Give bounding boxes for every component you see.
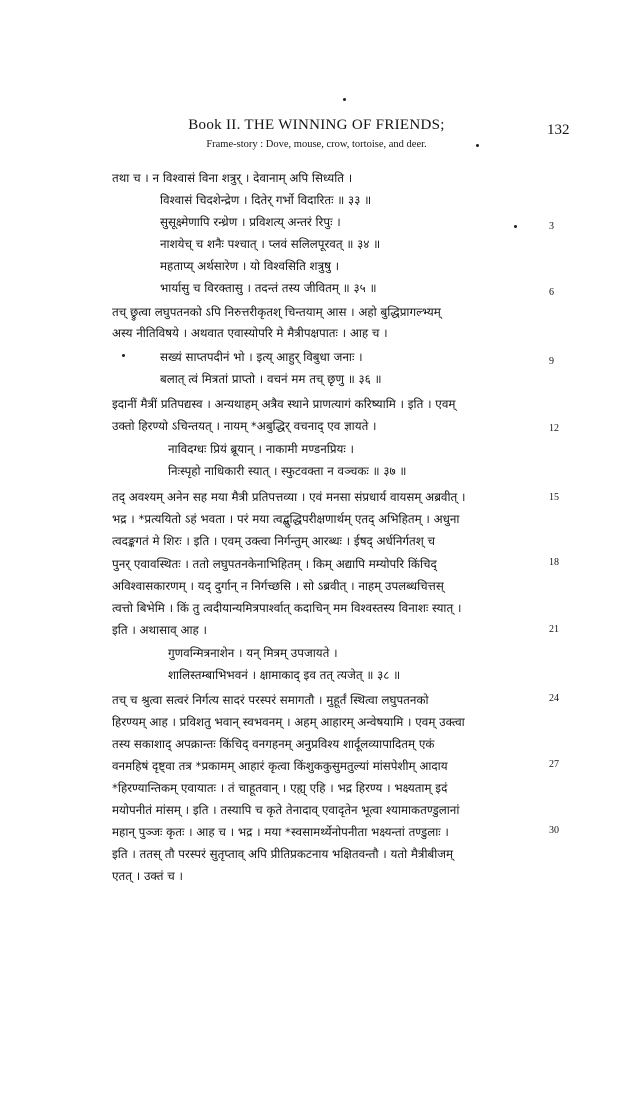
text-line-25: हिरण्यम् आह । प्रविशतु भवान् स्वभवनम् । अहम् आहारम् अन्वेषयामि । एवम् उक्त्वा — [112, 715, 465, 729]
text-line-10: बलात् त्वं मित्रतां प्राप्तो । वचनं मम तच् छृणु ॥ ३६ ॥ — [160, 372, 382, 386]
text-line-7: तच् छ्रुत्वा लघुपतनको ऽपि निरुत्तरीकृतश् चिन्तयाम् आस । अहो बुद्धिप्रागल्भ्यम् — [112, 305, 441, 319]
text-line-9: सख्यं साप्तपदीनं भो । इत्य् आहुर् विबुधा जनाः । — [160, 350, 363, 364]
margin-line-number: 30 — [549, 825, 559, 836]
text-line-32: एतत् । उक्तं च । — [112, 869, 183, 883]
text-line-8: अस्य नीतिविषये । अथवात एवास्योपरि मे मैत्रीपक्षपातः । आह च । — [112, 326, 388, 340]
margin-line-number: 21 — [549, 624, 559, 635]
frame-story-subtitle: Frame-story : Dove, mouse, crow, tortoise, and deer. — [206, 139, 427, 150]
ink-speck — [343, 98, 346, 101]
text-line-22: गुणवन्मित्रनाशेन । यन् मित्रम् उपजायते । — [168, 646, 338, 660]
margin-line-number: 24 — [549, 693, 559, 704]
margin-line-number: 15 — [549, 492, 559, 503]
ink-speck — [476, 144, 479, 147]
text-line-20: त्वत्तो बिभेमि । किं तु त्वदीयान्यमित्रपार्श्वात् कदाचिन् मम विश्वस्तस्य विनाशः स्यात् । — [112, 601, 462, 615]
page-number: 132 — [547, 122, 570, 138]
text-line-24: तच् च श्रुत्वा सत्वरं निर्गत्य सादरं परस्परं समागतौ । मुहूर्तं स्थित्वा लघुपतनको — [112, 693, 429, 707]
text-line-4: नाशयेच् च शनैः पश्चात् । प्लवं सलिलपूरवत् ॥ ३४ ॥ — [160, 237, 381, 251]
text-line-21: इति । अथासाव् आह । — [112, 623, 208, 637]
book-title: Book II. THE WINNING OF FRIENDS; — [188, 117, 445, 133]
ink-speck — [122, 354, 125, 357]
margin-line-number: 9 — [549, 356, 554, 367]
text-line-19: अविश्वासकारणम् । यद् दुर्गान् न निर्गच्छसि । सो ऽब्रवीत् । नाहम् उपलब्धचित्तस् — [112, 579, 444, 593]
text-line-5: महताप्य् अर्थसारेण । यो विश्वसिति शत्रुषु । — [160, 259, 340, 273]
text-line-14: निःस्पृहो नाधिकारी स्यात् । स्फुटवक्ता न वञ्चकः ॥ ३७ ॥ — [168, 464, 407, 478]
text-line-16: भद्र । *प्रत्ययितो ऽहं भवता । परं मया त्वद्बुद्धिपरीक्षणार्थम् एतद् अभिहितम् । अधुना — [112, 512, 460, 526]
text-line-15: तद् अवश्यम् अनेन सह मया मैत्री प्रतिपत्तव्या । एवं मनसा संप्रधार्य वायसम् अब्रवीत् । — [112, 490, 466, 504]
text-line-28: *हिरण्यान्तिकम् एवायातः । तं चाहूतवान् । एह्य् एहि । भद्र हिरण्य । भक्ष्यताम् इदं — [112, 781, 448, 795]
margin-line-number: 12 — [549, 423, 559, 434]
text-line-23: शालिस्तम्बाभिभवनं । क्षामाकाद् इव तत् त्यजेत् ॥ ३८ ॥ — [168, 668, 401, 682]
text-line-12: उक्तो हिरण्यो ऽचिन्तयत् । नायम् *अबुद्धिर् वचनाद् एव ज्ञायते । — [112, 419, 377, 433]
margin-line-number: 18 — [549, 557, 559, 568]
text-line-17: त्वदङ्कगतं मे शिरः । इति । एवम् उक्त्वा निर्गन्तुम् आरब्धः । ईषद् अर्धनिर्गतश् च — [112, 534, 436, 548]
text-line-27: वनमहिषं दृष्ट्वा तत्र *प्रकामम् आहारं कृत्वा किंशुककुसुमतुल्यां मांसपेशीम् आदाय — [112, 759, 448, 773]
text-line-18: पुनर् एवावस्थितः । ततो लघुपतनकेनाभिहितम् । किम् अद्यापि मम्योपरि किंचिद् — [112, 557, 437, 571]
text-line-13: नाविदग्धः प्रियं ब्रूयान् । नाकामी मण्डनप्रियः । — [168, 442, 355, 456]
ink-speck — [514, 225, 517, 228]
margin-line-number: 3 — [549, 221, 554, 232]
text-line-30: महान् पुञ्जः कृतः । आह च । भद्र । मया *स्वसामर्थ्येनोपनीता भक्ष्यन्तां तण्डुलाः । — [112, 825, 449, 839]
text-line-2: विश्वासं चिदशेन्द्रेण । दितेर् गर्भो विदारितः ॥ ३३ ॥ — [160, 193, 372, 207]
text-line-6: भार्यासु च विरक्तासु । तदन्तं तस्य जीवितम् ॥ ३५ ॥ — [160, 281, 377, 295]
text-line-26: तस्य सकाशाद् अपक्रान्तः किंचिद् वनगहनम् अनुप्रविश्य शार्दूलव्यापादितम् एकं — [112, 737, 435, 751]
text-line-3: सुसूक्ष्मेणापि रन्ध्रेण । प्रविशत्य् अन्तरं रिपुः । — [160, 215, 341, 229]
text-line-11: इदानीं मैत्रीं प्रतिपद्यस्व । अन्यथाहम् अत्रैव स्थाने प्राणत्यागं करिष्यामि । इति । एवम् — [112, 397, 456, 411]
page-header — [0, 114, 633, 134]
text-line-29: मयोपनीतं मांसम् । इति । तस्यापि च कृते तेनादाव् एवादृतेन भूत्वा श्यामाकतण्डुलानां — [112, 803, 460, 817]
text-line-1: तथा च । न विश्वासं विना शत्रुर् । देवानाम् अपि सिध्यति । — [112, 171, 353, 185]
margin-line-number: 6 — [549, 287, 554, 298]
margin-line-number: 27 — [549, 759, 559, 770]
text-line-31: इति । ततस् तौ परस्परं सुतृप्ताव् अपि प्रीतिप्रकटनाय भक्षितवन्तौ । यतो मैत्रीबीजम् — [112, 847, 454, 861]
